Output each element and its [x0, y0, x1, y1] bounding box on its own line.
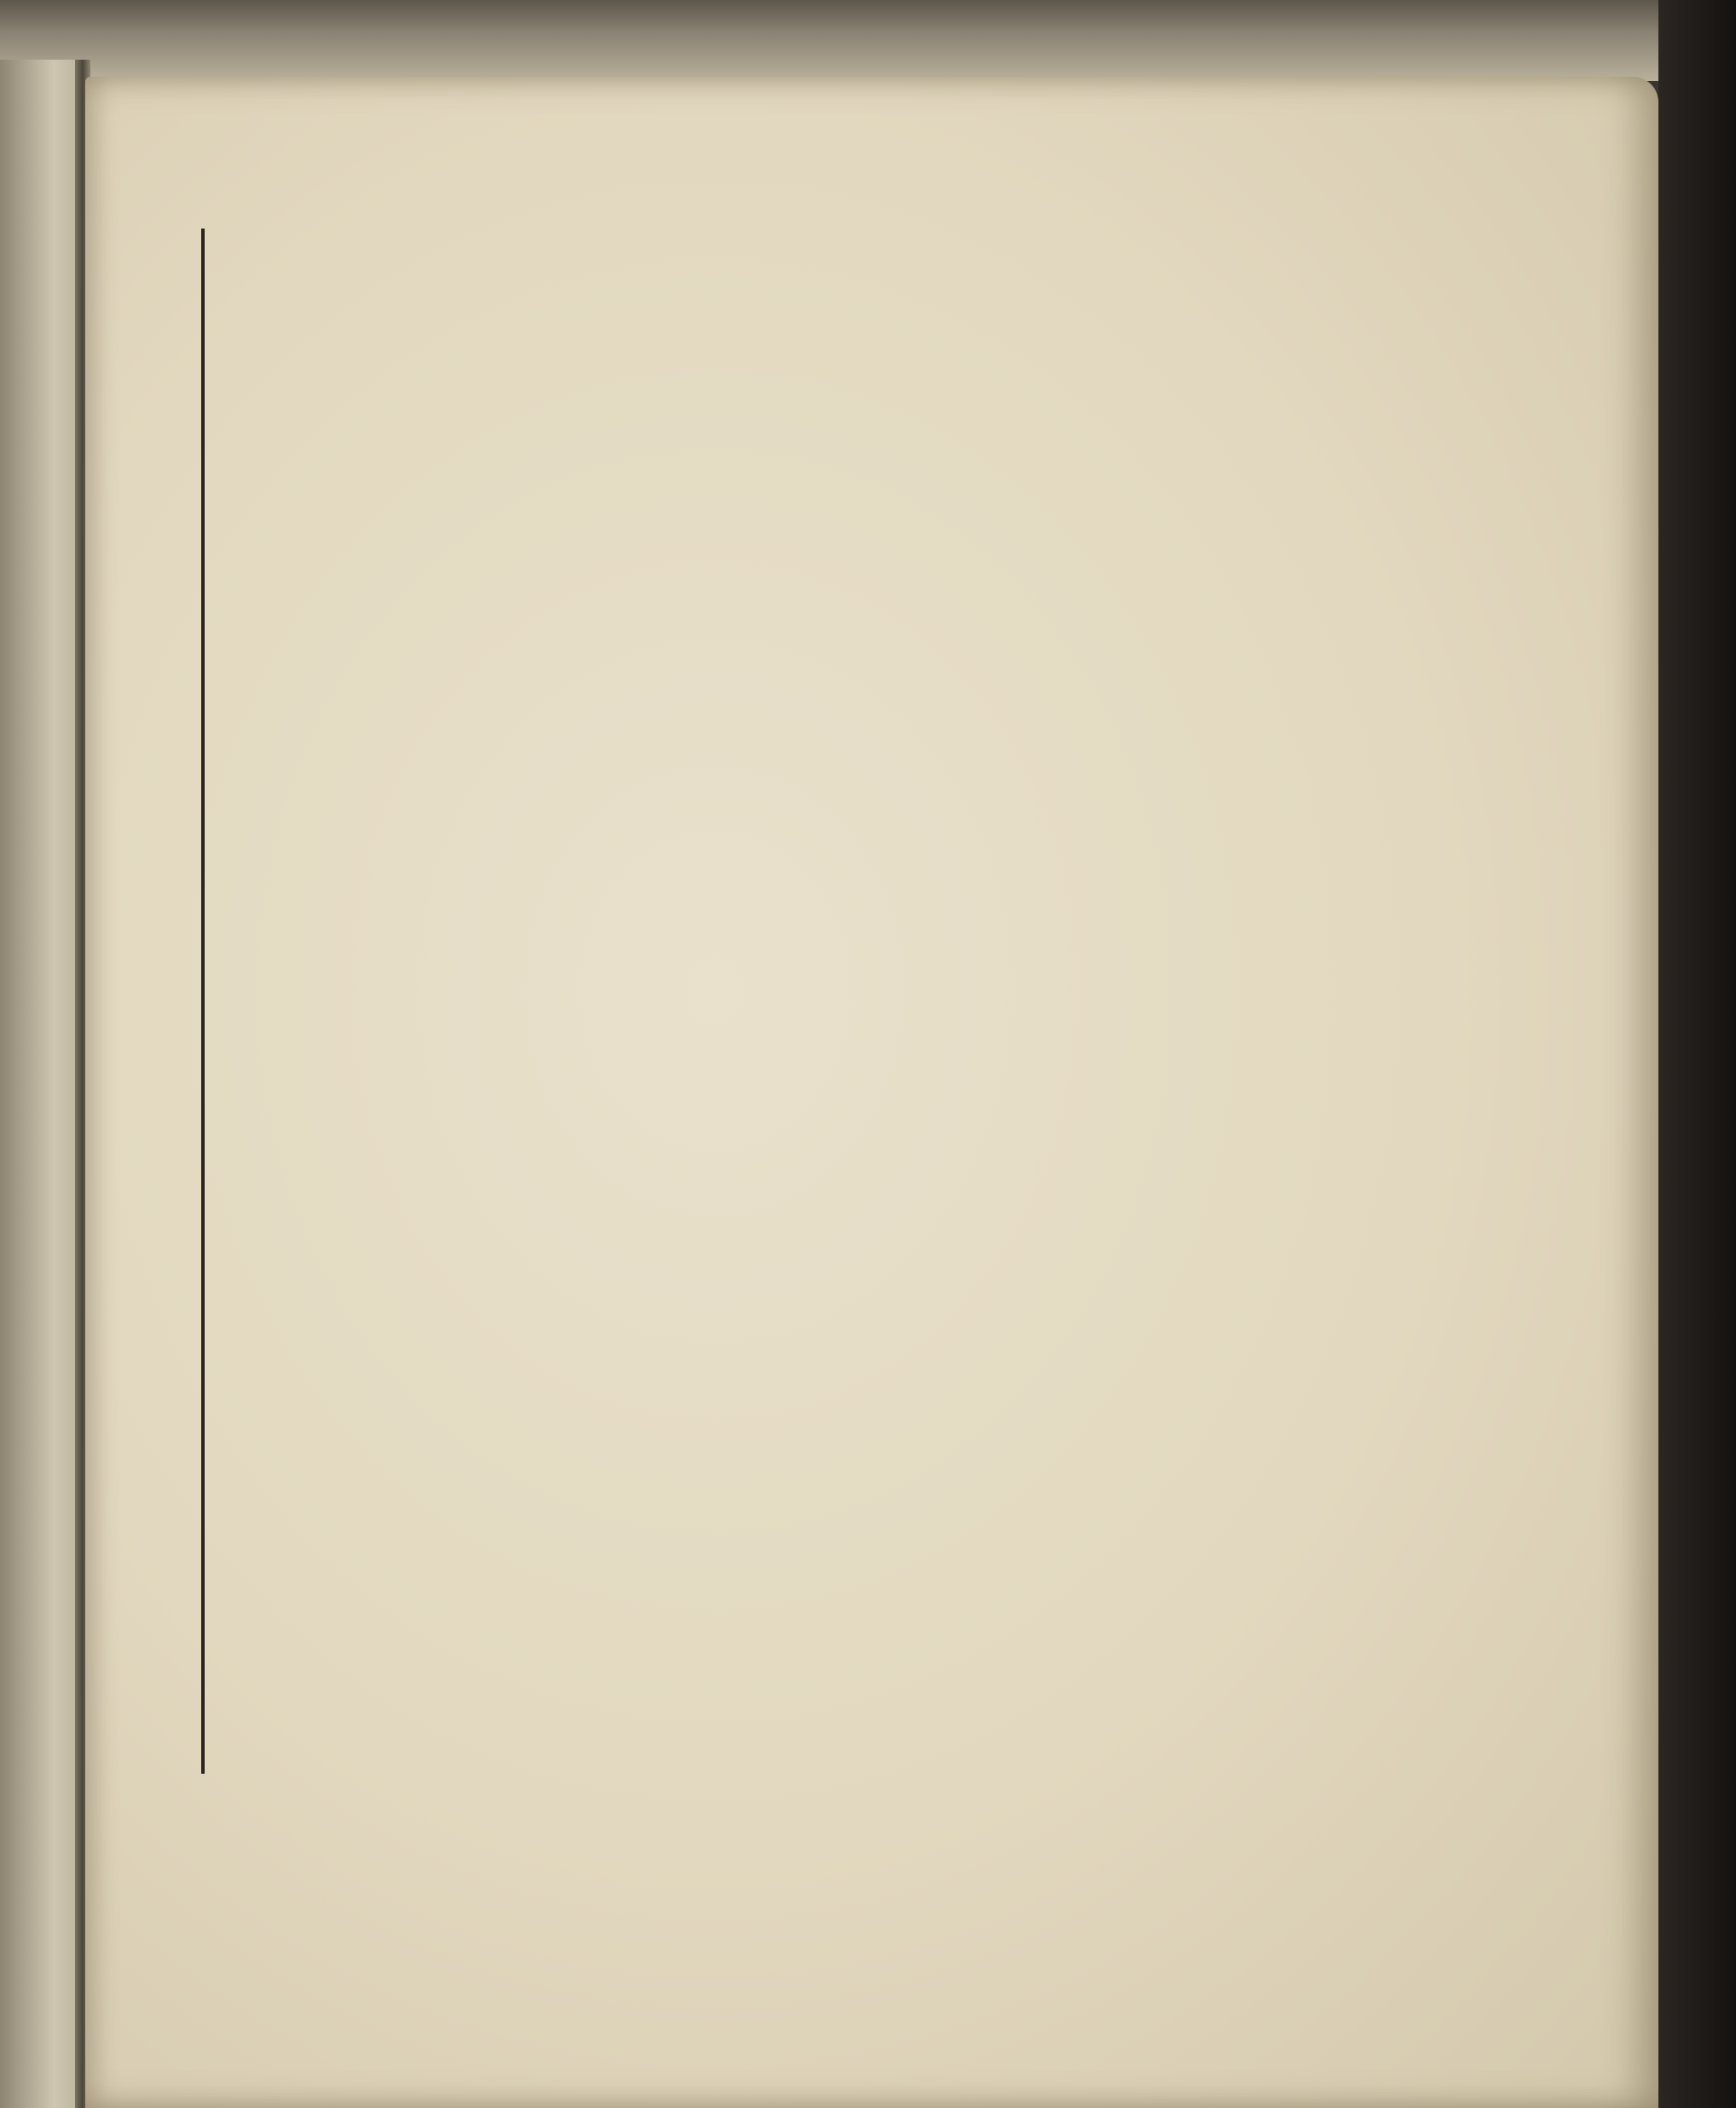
ornament-border-bottom	[194, 1757, 1337, 1833]
ornament-border-top	[220, 192, 1218, 260]
border-rule-left	[201, 229, 205, 1774]
background-right	[1658, 0, 1736, 2108]
ornament-border-right	[1288, 198, 1354, 1827]
book-top-edge	[0, 0, 1736, 81]
